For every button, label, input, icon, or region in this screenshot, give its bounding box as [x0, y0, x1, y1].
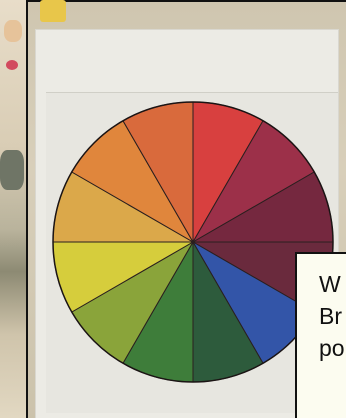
caption-line: po [319, 335, 345, 361]
caption-line: Br [319, 303, 342, 329]
caption-line: W [319, 271, 341, 297]
caption-box [295, 252, 346, 418]
